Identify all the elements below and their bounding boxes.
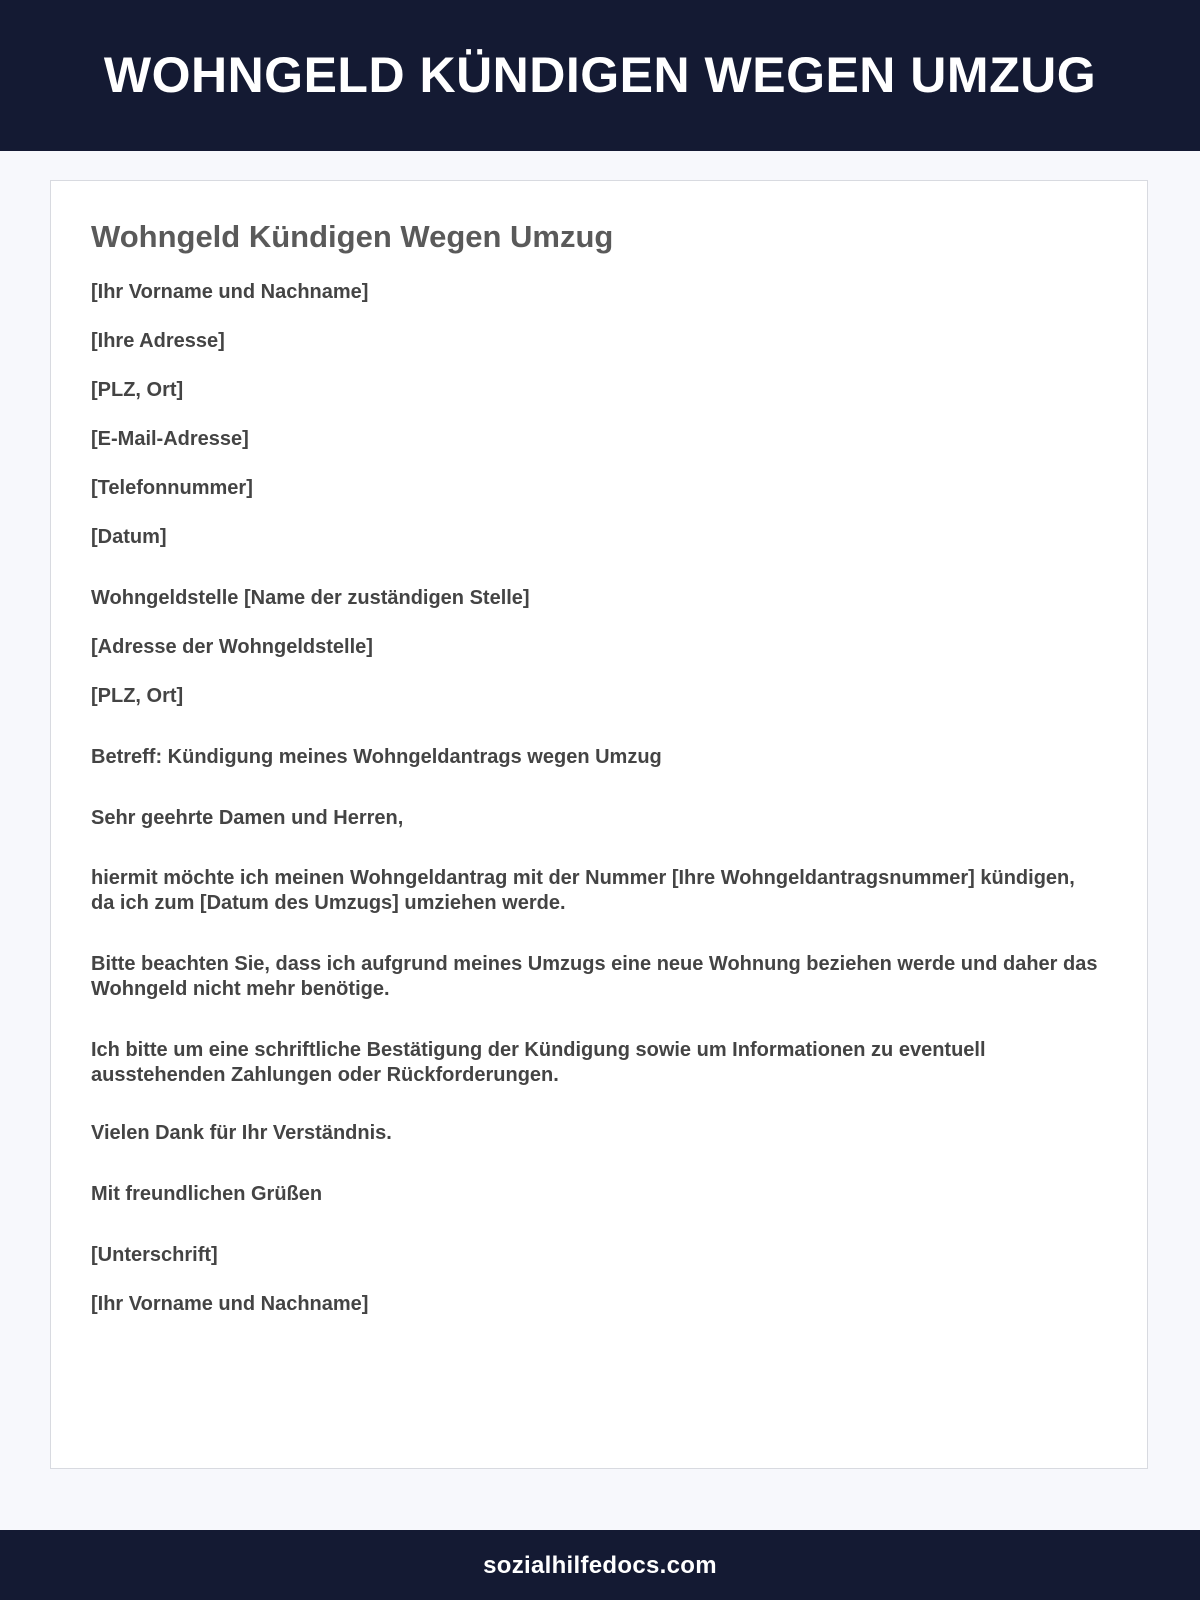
recipient-address: [Adresse der Wohngeldstelle]: [91, 636, 373, 658]
body-paragraph: Ich bitte um eine schriftliche Bestätigung der Kündigung sowie um Informationen zu eventuell ausstehenden Zahlungen oder Rückforderungen.: [91, 1039, 986, 1086]
sender-phone: [Telefonnummer]: [91, 477, 253, 499]
letter-closing: Mit freundlichen Grüßen: [91, 1183, 323, 1205]
footer-site: sozialhilfedocs.com: [483, 1552, 717, 1579]
letter-thanks: Vielen Dank für Ihr Verständnis.: [91, 1122, 392, 1144]
document-content: [91, 219, 1101, 1315]
sender-name: [Ihr Vorname und Nachname]: [91, 281, 369, 303]
letter-date: [Datum]: [91, 526, 167, 548]
document-card: [50, 180, 1148, 1469]
sender-address: [Ihre Adresse]: [91, 330, 225, 352]
letter-subject: Betreff: Kündigung meines Wohngeldantrags wegen Umzug: [91, 746, 662, 768]
header-banner: [0, 0, 1200, 151]
signer-name: [Ihr Vorname und Nachname]: [91, 1293, 369, 1315]
page-title: WOHNGELD KÜNDIGEN WEGEN UMZUG: [103, 46, 1097, 103]
recipient-city: [PLZ, Ort]: [91, 685, 184, 707]
footer-banner: [0, 1530, 1200, 1600]
sender-city: [PLZ, Ort]: [91, 379, 184, 401]
signature-placeholder: [Unterschrift]: [91, 1244, 218, 1266]
body-paragraph: Bitte beachten Sie, dass ich aufgrund meines Umzugs eine neue Wohnung beziehen werde und daher das Wohngeld nicht mehr benötige.: [91, 953, 1098, 1000]
letter-salutation: Sehr geehrte Damen und Herren,: [91, 807, 404, 829]
body-paragraph: hiermit möchte ich meinen Wohngeldantrag mit der Nummer [Ihre Wohngeldantragsnummer] kündigen, da ich zum [Datum des Umzugs] umziehen werde.: [91, 867, 1075, 914]
sender-email: [E-Mail-Adresse]: [91, 428, 249, 450]
recipient-office: Wohngeldstelle [Name der zuständigen Stelle]: [91, 587, 530, 609]
document-title: Wohngeld Kündigen Wegen Umzug: [91, 219, 614, 254]
